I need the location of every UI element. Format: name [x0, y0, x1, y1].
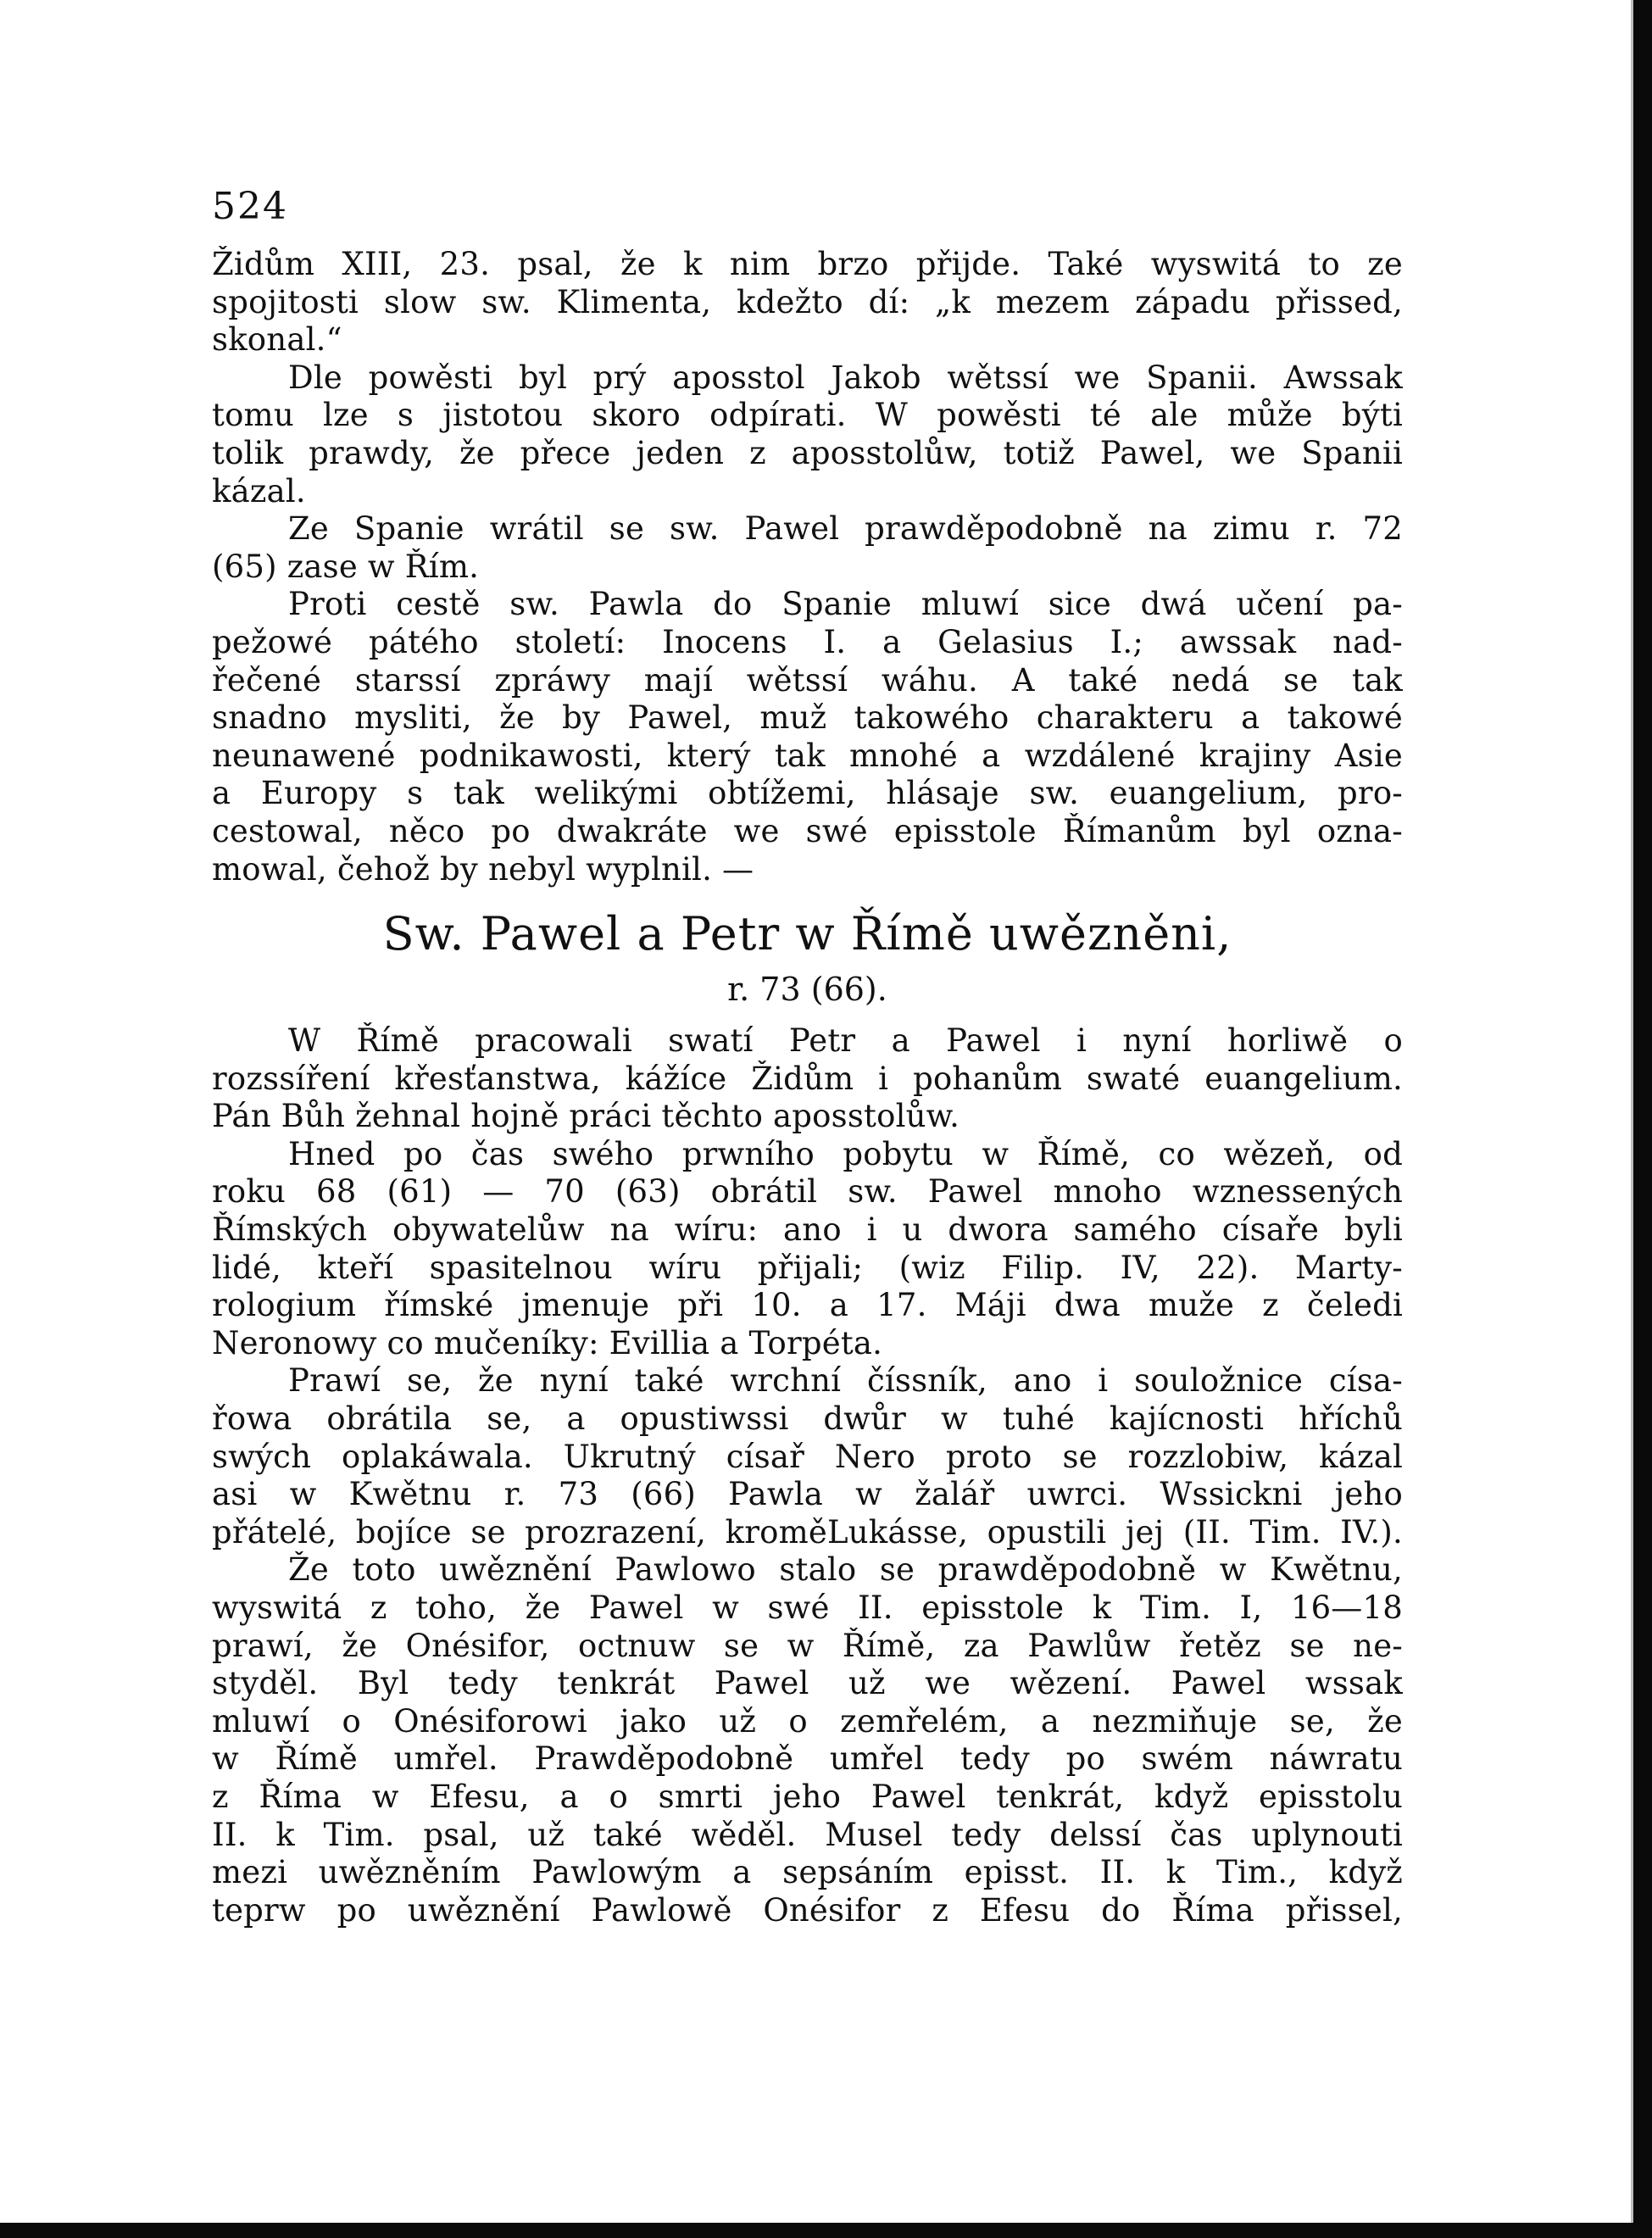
section-title: Sw. Pawel a Petr w Římě uwězněni, — [382, 907, 1232, 961]
text-line: Ze Spanie wrátil se sw. Pawel prawděpodobně na zimu r. 72 — [288, 510, 1403, 548]
text-line: roku 68 (61) — 70 (63) obrátil sw. Pawel mnoho wznessených — [212, 1173, 1403, 1211]
scan-border-bottom — [0, 2223, 1652, 2238]
paragraph — [212, 359, 1403, 510]
text-line: W Římě pracowali swatí Petr a Pawel i nyní horliwě o — [288, 1022, 1403, 1060]
paragraph — [212, 246, 1403, 359]
text-line: II. k Tim. psal, už také wěděl. Musel tedy delssí čas uplynouti — [212, 1816, 1403, 1853]
text-line: z Říma w Efesu, a o smrti jeho Pawel tenkrát, když episstolu — [212, 1778, 1403, 1815]
text-line: snadno mysliti, že by Pawel, muž takowého charakteru a takowé — [212, 699, 1403, 737]
text-line: Pán Bůh žehnal hojně práci těchto aposstolůw. — [212, 1098, 960, 1135]
section-subtitle: r. 73 (66). — [727, 971, 887, 1009]
text-line: teprw po uwěznění Pawlowě Onésifor z Efesu do Říma přissel, — [212, 1891, 1403, 1929]
text-line: pežowé pátého století: Inocens I. a Gelasius I.; awssak nad- — [212, 623, 1403, 660]
text-line: Prawí se, že nyní také wrchní číssník, ano i souložnice císa- — [288, 1362, 1403, 1400]
text-line: Že toto uwěznění Pawlowo stalo se prawděpodobně w Kwětnu, — [288, 1551, 1403, 1589]
page-number: 524 — [212, 185, 288, 228]
paragraph — [212, 1022, 1403, 1136]
text-line: neunawené podnikawosti, který tak mnohé a wzdálené krajiny Asie — [212, 737, 1403, 774]
paragraph — [212, 510, 1403, 586]
text-line: kázal. — [212, 472, 306, 509]
text-line: styděl. Byl tedy tenkrát Pawel už we wězení. Pawel wssak — [212, 1665, 1403, 1702]
paragraph — [212, 1551, 1403, 1929]
paragraph — [212, 586, 1403, 888]
text-line: spojitosti slow sw. Klimenta, kdežto dí: „k mezem západu přissed, — [212, 283, 1403, 320]
text-line: swých oplakáwala. Ukrutný císař Nero proto se rozzlobiw, kázal — [212, 1438, 1403, 1475]
text-line: přátelé, bojíce se prozrazení, kroměLukásse, opustili jej (II. Tim. IV.). — [212, 1513, 1403, 1550]
text-line: mowal, čehož by nebyl wyplnil. — — [212, 850, 754, 888]
text-line: tolik prawdy, že přece jeden z aposstolůw, totiž Pawel, we Spanii — [212, 434, 1403, 471]
text-line: řečené starssí zpráwy mají wětssí wáhu. A také nedá se tak — [212, 661, 1403, 699]
text-line: mluwí o Onésiforowi jako už o zemřelém, a nezmiňuje se, že — [212, 1702, 1403, 1740]
text-line: rologium římské jmenuje při 10. a 17. Máji dwa muže z čeledi — [212, 1287, 1403, 1324]
text-line: Židům XIII, 23. psal, že k nim brzo přijde. Také wyswitá to ze — [212, 246, 1403, 282]
text-line: Proti cestě sw. Pawla do Spanie mluwí sice dwá učení pa- — [288, 586, 1403, 623]
text-line: Dle powěsti byl prý aposstol Jakob wětssí we Spanii. Awssak — [288, 359, 1403, 396]
text-line: a Europy s tak welikými obtížemi, hlásaje sw. euangelium, pro- — [212, 775, 1403, 812]
text-line: skonal.“ — [212, 321, 342, 359]
text-line: lidé, kteří spasitelnou wíru přijali; (wiz Filip. IV, 22). Marty- — [212, 1249, 1403, 1286]
text-line: (65) zase w Řím. — [212, 548, 480, 585]
paragraph — [212, 1362, 1403, 1551]
text-line: w Římě umřel. Prawděpodobně umřel tedy po swém náwratu — [212, 1740, 1403, 1778]
text-line: cestowal, něco po dwakráte we swé episstole Římanům byl ozna- — [212, 812, 1403, 849]
text-line: wyswitá z toho, že Pawel w swé II. episstole k Tim. I, 16—18 — [212, 1589, 1403, 1626]
text-line: řowa obrátila se, a opustiwssi dwůr w tuhé kajícnosti hříchů — [212, 1400, 1403, 1438]
text-line: mezi uwězněním Pawlowým a sepsáním episst. II. k Tim., když — [212, 1854, 1403, 1891]
page-body — [212, 246, 1403, 1929]
text-line: asi w Kwětnu r. 73 (66) Pawla w žalář uwrci. Wssickni jeho — [212, 1476, 1403, 1513]
text-line: Římských obywatelůw na wíru: ano i u dwora samého císaře byli — [212, 1211, 1403, 1249]
text-line: Hned po čas swého prwního pobytu w Římě, co wězeň, od — [288, 1135, 1403, 1172]
paragraph — [212, 1136, 1403, 1363]
text-line: rozssíření křesťanstwa, kážíce Židům i pohanům swaté euangelium. — [212, 1060, 1403, 1097]
text-line: Neronowy co mučeníky: Evillia a Torpéta. — [212, 1324, 883, 1361]
text-line: prawí, že Onésifor, octnuw se w Římě, za Pawlůw řetěz se ne- — [212, 1627, 1403, 1664]
scan-border-right — [1633, 0, 1652, 2238]
text-line: tomu lze s jistotou skoro odpírati. W powěsti té ale může býti — [212, 397, 1403, 434]
